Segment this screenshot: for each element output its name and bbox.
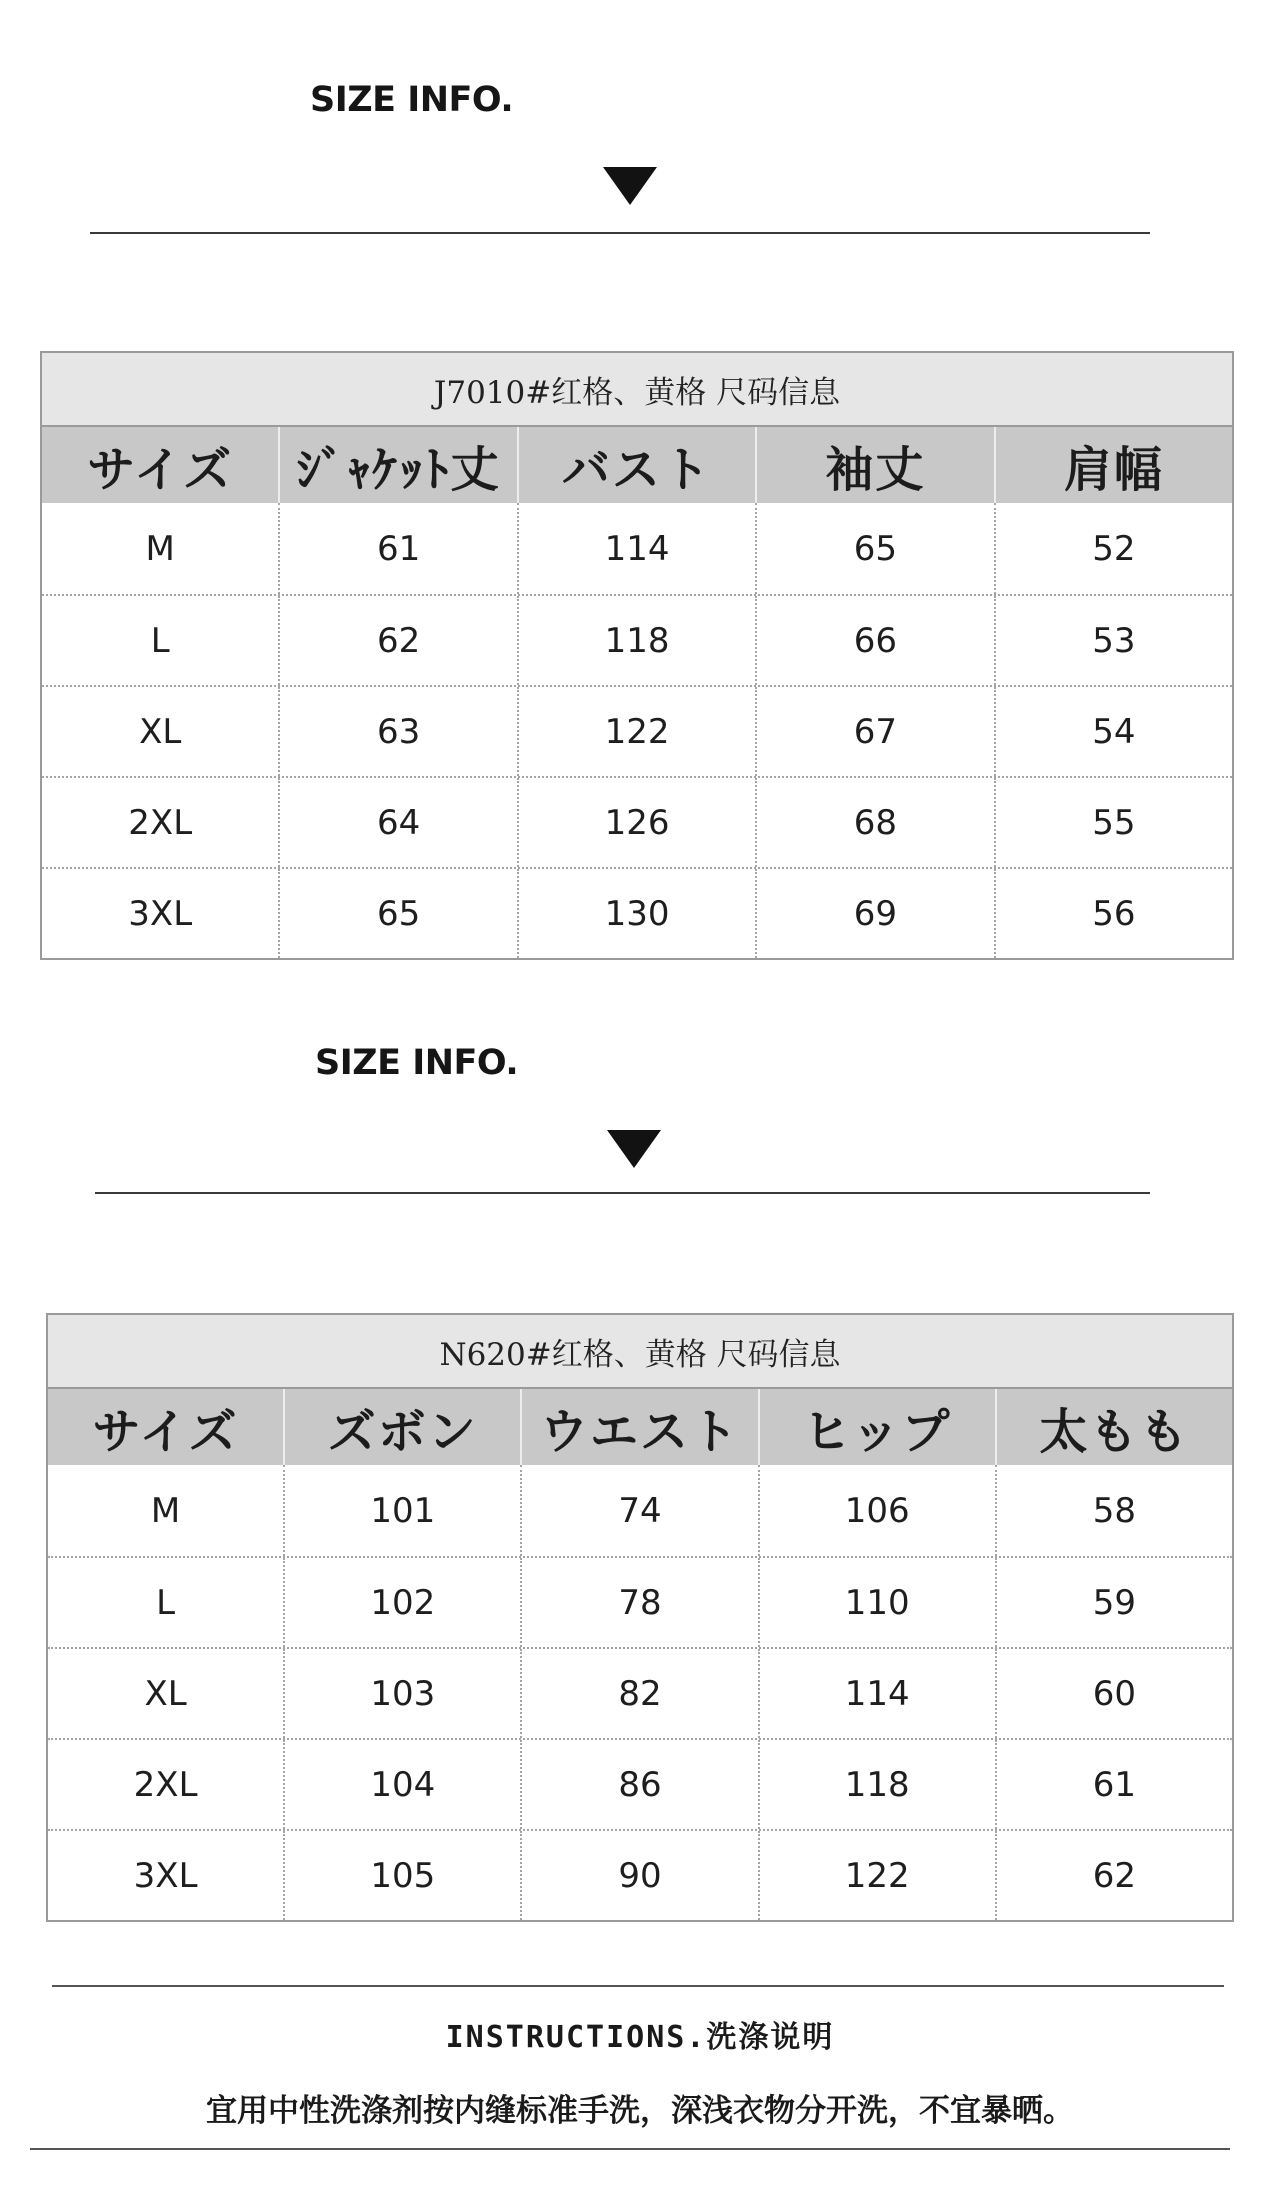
table-cell: 74: [522, 1465, 759, 1556]
table-cell: XL: [42, 687, 280, 776]
header-waist: ウエスト: [522, 1389, 759, 1465]
table-cell: 65: [757, 503, 995, 594]
table-cell: 130: [519, 869, 757, 958]
table-row: [48, 1556, 1232, 1647]
table-cell: 102: [285, 1558, 522, 1647]
instructions-text: 宜用中性洗涤剂按内缝标准手洗，深浅衣物分开洗，不宜暴晒。: [206, 2093, 1074, 2129]
table-row: [42, 594, 1232, 685]
header-size: サイズ: [42, 427, 280, 503]
table-cell: 58: [1092, 1490, 1137, 1531]
table-cell: 63: [280, 687, 518, 776]
table-row: [48, 1647, 1232, 1738]
table-cell: M: [42, 503, 280, 594]
size-info-title: SIZE INFO.: [315, 1043, 519, 1083]
table-cell: 59: [1092, 1582, 1137, 1623]
table-cell: 66: [757, 596, 995, 685]
down-arrow-icon: [603, 167, 657, 205]
table-cell: 68: [757, 778, 995, 867]
size-table-pants: [46, 1313, 1234, 1922]
table-cell: 3XL: [42, 869, 280, 958]
table-cell: 60: [1092, 1673, 1137, 1714]
header-sleeve-length: 袖丈: [757, 427, 995, 503]
down-arrow-icon: [607, 1130, 661, 1168]
divider: [95, 1192, 1150, 1194]
table-cell: 122: [760, 1831, 997, 1920]
table-cell: L: [42, 596, 280, 685]
instructions-title: INSTRUCTIONS.洗涤说明: [445, 2020, 835, 2055]
table-caption: N620#红格、黄格 尺码信息: [48, 1315, 1232, 1389]
table-cell: 64: [280, 778, 518, 867]
table-cell: 106: [760, 1465, 997, 1556]
table-cell: 62: [280, 596, 518, 685]
table-cell: 67: [757, 687, 995, 776]
header-hip: ヒップ: [760, 1389, 997, 1465]
table-row: [42, 685, 1232, 776]
table-cell: 56: [1092, 893, 1136, 934]
table-cell: 53: [1092, 620, 1136, 661]
table-cell: 78: [522, 1558, 759, 1647]
table-cell: 86: [522, 1740, 759, 1829]
header-shoulder-width: 肩幅: [1063, 441, 1164, 498]
header-size: サイズ: [48, 1389, 285, 1465]
table-cell: 110: [760, 1558, 997, 1647]
table-cell: 61: [280, 503, 518, 594]
table-cell: 118: [760, 1740, 997, 1829]
table-cell: 2XL: [48, 1740, 285, 1829]
table-cell: 52: [1092, 528, 1136, 569]
header-bust: バスト: [519, 427, 757, 503]
table-cell: 54: [1092, 711, 1136, 752]
table-cell: 65: [280, 869, 518, 958]
size-info-title: SIZE INFO.: [310, 80, 514, 120]
table-cell: 126: [519, 778, 757, 867]
table-cell: 105: [285, 1831, 522, 1920]
table-cell: 114: [519, 503, 757, 594]
table-cell: 118: [519, 596, 757, 685]
table-cell: 104: [285, 1740, 522, 1829]
table-cell: 55: [1092, 802, 1136, 843]
table-cell: M: [48, 1465, 285, 1556]
table-cell: 114: [760, 1649, 997, 1738]
table-caption: J7010#红格、黄格 尺码信息: [42, 353, 1232, 427]
table-row: [42, 776, 1232, 867]
header-thigh: 太もも: [1039, 1403, 1190, 1460]
table-cell: 101: [285, 1465, 522, 1556]
table-header-row: [48, 1389, 1232, 1465]
header-pants-length: ズボン: [285, 1389, 522, 1465]
table-cell: 82: [522, 1649, 759, 1738]
divider: [90, 232, 1150, 234]
table-cell: 2XL: [42, 778, 280, 867]
table-cell: L: [48, 1558, 285, 1647]
table-cell: 69: [757, 869, 995, 958]
table-cell: 61: [1092, 1764, 1137, 1805]
table-cell: XL: [48, 1649, 285, 1738]
table-row: [48, 1738, 1232, 1829]
size-table-jacket: [40, 351, 1234, 960]
table-cell: 90: [522, 1831, 759, 1920]
table-row: [42, 867, 1232, 958]
table-cell: 62: [1092, 1855, 1137, 1896]
table-row: [42, 503, 1232, 594]
table-cell: 3XL: [48, 1831, 285, 1920]
divider: [52, 1985, 1224, 1987]
table-row: [48, 1465, 1232, 1556]
table-cell: 122: [519, 687, 757, 776]
header-jacket-length: ｼﾞｬｹｯﾄ丈: [280, 427, 518, 503]
divider: [30, 2148, 1230, 2150]
table-cell: 103: [285, 1649, 522, 1738]
table-header-row: [42, 427, 1232, 503]
table-row: [48, 1829, 1232, 1920]
